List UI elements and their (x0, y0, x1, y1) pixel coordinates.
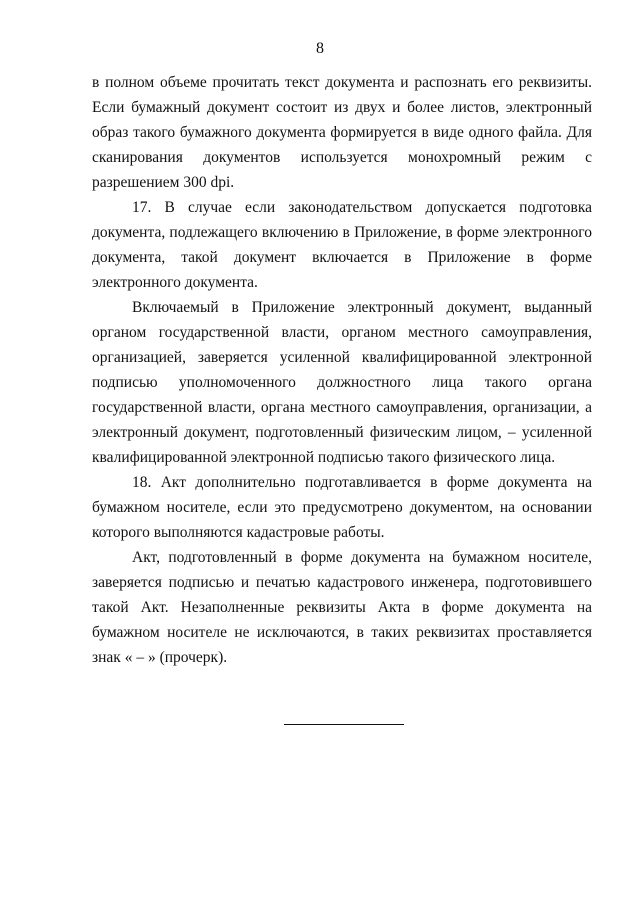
paragraph-item-17: 17. В случае если законодательством допускается подготовка документа, подлежащего включению в Приложение, в форме электронного документа, такой документ включается в Приложение в форме электронного документа. (92, 199, 592, 291)
end-separator-line (284, 724, 404, 725)
paragraph-item-18: 18. Акт дополнительно подготавливается в форме документа на бумажном носителе, если это предусмотрено документом, на основании которого выполняются кадастровые работы. (92, 474, 592, 541)
document-body (92, 70, 592, 670)
paragraph-paper-act: Акт, подготовленный в форме документа на бумажном носителе, заверяется подписью и печатью кадастрового инженера, подготовившего такой Акт. Незаполненные реквизиты Акта в форме документа на бумажном носителе не исключаются, в таких реквизитах проставляется знак « – » (прочерк). (92, 549, 592, 666)
paragraph-signature-requirements: Включаемый в Приложение электронный документ, выданный органом государственной власти, органом местного самоуправления, организацией, заверяется усиленной квалифицированной электронной подписью уполномоченного должностного лица такого органа государственной власти, органа местного самоуправления, организации, а электронный документ, подготовленный физическим лицом, – усиленной квалифицированной электронной подписью такого физического лица. (92, 299, 592, 466)
paragraph-continuation: в полном объеме прочитать текст документа и распознать его реквизиты. Если бумажный документ состоит из двух и более листов, электронный образ такого бумажного документа формируется в виде одного файла. Для сканирования документов используется монохромный режим с разрешением 300 dpi. (92, 74, 592, 191)
page-number: 8 (316, 40, 324, 57)
